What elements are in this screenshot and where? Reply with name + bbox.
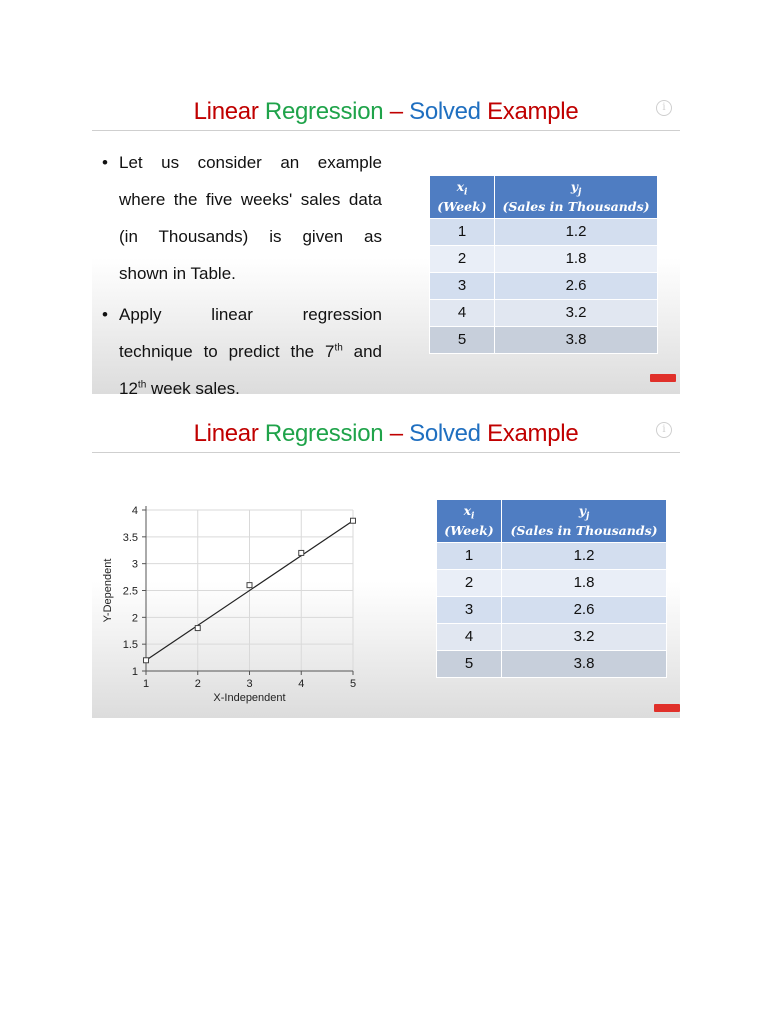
data-point [195, 626, 200, 631]
slide-1-title: Linear Regression – Solved Example [193, 98, 579, 125]
x-tick-label: 2 [194, 678, 201, 690]
x-axis-label: X-Independent [213, 692, 286, 704]
table-row: 4 3.2 [430, 299, 658, 326]
youtube-badge-icon[interactable] [654, 704, 680, 712]
youtube-badge-icon[interactable] [650, 374, 676, 382]
header-week: $x_i$ (Week) [437, 500, 502, 543]
x-tick-label: 4 [298, 678, 305, 690]
title-divider [92, 452, 680, 453]
x-tick-label: 5 [349, 678, 357, 690]
data-point [247, 583, 252, 588]
table-row: 2 1.8 [437, 569, 667, 596]
header-sales: $y_j$ (Sales in Thousands) [495, 176, 658, 219]
y-tick-label: 4 [131, 505, 138, 517]
bullet-item: • Apply linear regression technique to predict the 7th and 12th week sales. [100, 296, 382, 394]
y-tick-label: 1 [131, 666, 138, 678]
sales-table [436, 499, 667, 678]
y-tick-label: 2.5 [122, 585, 138, 598]
info-icon[interactable]: i [656, 100, 672, 116]
bullet-list [100, 144, 382, 394]
header-sales: $y_j$ (Sales in Thousands) [502, 500, 667, 543]
x-tick-label: 1 [142, 678, 150, 690]
table-row: 2 1.8 [430, 245, 658, 272]
y-tick-label: 3.5 [122, 531, 138, 544]
slide-1 [92, 92, 680, 394]
header-week: $x_i$ (Week) [430, 176, 495, 219]
bullet-marker: • [102, 305, 108, 324]
sales-table [429, 175, 658, 354]
data-point [144, 658, 149, 663]
table-row: 4 3.2 [437, 623, 667, 650]
bullet-line: 12th week sales. [119, 379, 240, 394]
table-row: 1 1.2 [430, 218, 658, 245]
title-divider [92, 130, 680, 131]
y-tick-label: 1.5 [122, 639, 138, 652]
x-tick-label: 3 [246, 678, 253, 690]
data-point [351, 518, 356, 523]
table-header-row [430, 176, 658, 219]
slide-2 [92, 414, 680, 718]
data-point [299, 550, 304, 555]
table-row: 3 2.6 [437, 596, 667, 623]
bullet-line: technique to predict the 7th and [119, 342, 382, 361]
y-axis-label: Y-Dependent [102, 558, 114, 623]
y-tick-label: 2 [131, 612, 138, 625]
info-icon[interactable]: i [656, 422, 672, 438]
table-row: 3 2.6 [430, 272, 658, 299]
slide-2-title: Linear Regression – Solved Example [193, 420, 579, 447]
table-header-row [437, 500, 667, 543]
table-row: 5 3.8 [437, 650, 667, 677]
bullet-marker: • [102, 153, 108, 172]
table-row: 5 3.8 [430, 326, 658, 353]
table-row: 1 1.2 [437, 542, 667, 569]
regression-chart [98, 496, 368, 711]
y-tick-label: 3 [131, 558, 138, 571]
bullet-item: • Let us consider an example where the five weeks' sales data (in Thousands) is given as shown in Table. [100, 144, 382, 292]
